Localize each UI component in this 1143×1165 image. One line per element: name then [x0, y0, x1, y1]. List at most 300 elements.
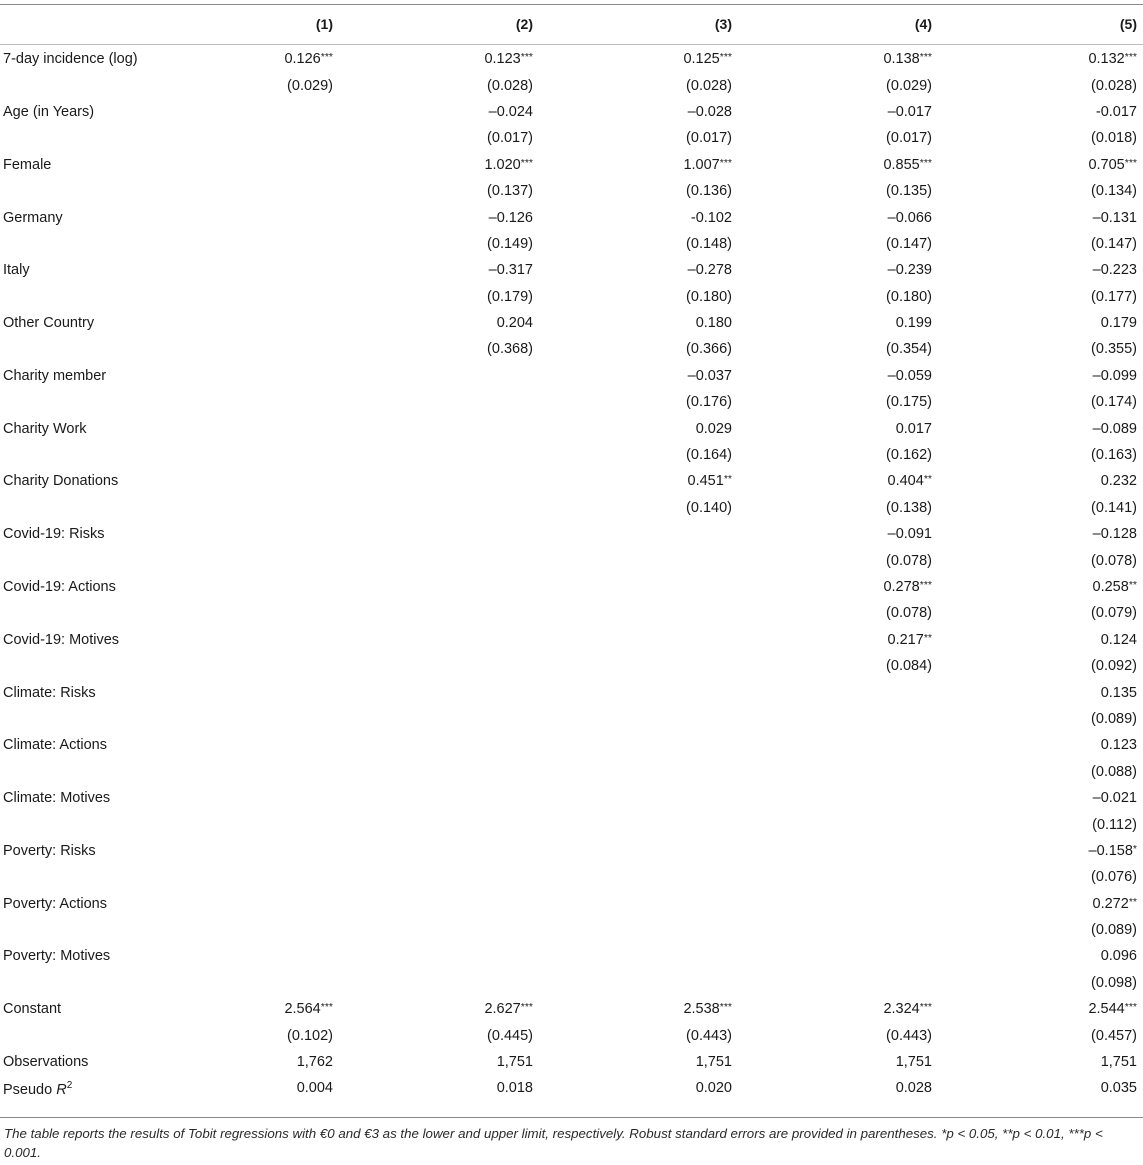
table-cell	[339, 521, 539, 547]
cell-value: (0.017)	[487, 130, 533, 147]
table-cell	[539, 389, 738, 415]
row-label	[0, 970, 200, 996]
row-label	[0, 284, 200, 310]
table-cell	[539, 72, 738, 98]
table-cell	[539, 943, 738, 969]
table-cell	[339, 178, 539, 204]
cell-value: –0.131	[1092, 209, 1137, 226]
table-cell	[539, 811, 738, 837]
cell-value: –0.278	[687, 262, 732, 279]
table-cell	[738, 468, 938, 494]
cell-value: (0.136)	[686, 183, 732, 200]
table-cell	[339, 495, 539, 521]
table-cell	[339, 72, 539, 98]
table-cell	[738, 627, 938, 653]
table-row	[0, 838, 1143, 864]
cell-value: 0.123	[1100, 737, 1137, 754]
table-cell	[539, 627, 738, 653]
significance-stars: ***	[520, 51, 533, 64]
table-cell	[539, 521, 738, 547]
table-cell	[339, 310, 539, 336]
cell-value: 0.029	[695, 420, 732, 437]
table-cell	[339, 442, 539, 468]
table-cell	[200, 970, 339, 996]
table-cell	[339, 284, 539, 310]
table-cell	[539, 600, 738, 626]
table-row	[0, 284, 1143, 310]
table-cell	[738, 442, 938, 468]
table-row	[0, 44, 1143, 72]
table-cell	[200, 44, 339, 72]
significance-stars: ***	[320, 51, 333, 64]
table-cell	[738, 917, 938, 943]
significance-stars: ***	[1124, 156, 1137, 169]
cell-value: (0.164)	[686, 447, 732, 464]
cell-value: 0.232	[1100, 473, 1137, 490]
significance-stars: ***	[719, 156, 732, 169]
table-footnote	[4, 1124, 1140, 1162]
table-cell	[200, 811, 339, 837]
cell-value: 0.126	[284, 51, 321, 68]
table-cell	[539, 653, 738, 679]
table-cell	[938, 125, 1143, 151]
table-cell	[339, 653, 539, 679]
table-cell	[200, 1022, 339, 1048]
table-cell	[938, 521, 1143, 547]
significance-stars: ***	[1124, 1001, 1137, 1014]
table-cell	[938, 943, 1143, 969]
table-cell	[938, 759, 1143, 785]
table-cell	[339, 415, 539, 441]
table-cell	[539, 970, 738, 996]
table-cell	[200, 310, 339, 336]
table-cell	[200, 996, 339, 1022]
cell-value: (0.112)	[1092, 816, 1137, 833]
row-label: Italy	[3, 262, 30, 279]
cell-value: 0.020	[695, 1080, 732, 1097]
cell-value: (0.366)	[686, 341, 732, 358]
table-cell	[339, 1049, 539, 1075]
cell-value: –0.024	[488, 103, 533, 120]
table-cell	[539, 891, 738, 917]
column-header: (3)	[714, 16, 732, 32]
table-row	[0, 336, 1143, 362]
table-cell	[938, 1049, 1143, 1075]
table-cell	[539, 178, 738, 204]
cell-value: (0.445)	[487, 1027, 533, 1044]
cell-value: (0.162)	[886, 447, 932, 464]
table-cell	[938, 257, 1143, 283]
table-row	[0, 943, 1143, 969]
table-cell	[938, 310, 1143, 336]
table-cell	[200, 653, 339, 679]
table-cell	[200, 574, 339, 600]
table-cell	[738, 891, 938, 917]
table-cell	[200, 336, 339, 362]
bottom-rule	[0, 1117, 1143, 1118]
table-row	[0, 1075, 1143, 1101]
table-cell	[938, 785, 1143, 811]
column-header: (1)	[315, 16, 333, 32]
table-cell	[200, 415, 339, 441]
cell-value: 0.855	[883, 156, 920, 173]
cell-value: 0.004	[296, 1080, 333, 1097]
table-cell	[938, 917, 1143, 943]
table-cell	[539, 1075, 738, 1101]
table-cell	[339, 1022, 539, 1048]
cell-value: (0.443)	[886, 1027, 932, 1044]
table-row	[0, 732, 1143, 758]
table-cell	[539, 99, 738, 125]
table-cell	[339, 1075, 539, 1101]
significance-stars: **	[1128, 895, 1137, 908]
table-cell	[339, 152, 539, 178]
cell-value: 0.180	[695, 315, 732, 332]
table-cell	[738, 811, 938, 837]
cell-value: (0.029)	[886, 77, 932, 94]
table-cell	[938, 415, 1143, 441]
cell-value: (0.078)	[886, 552, 932, 569]
cell-value: –0.059	[887, 367, 932, 384]
significance-stars: ***	[520, 1001, 533, 1014]
significance-stars: ***	[919, 1001, 932, 1014]
cell-value: –0.126	[488, 209, 533, 226]
significance-stars: ***	[719, 1001, 732, 1014]
table-cell	[200, 547, 339, 573]
table-row	[0, 415, 1143, 441]
row-label: Constant	[3, 1001, 62, 1018]
table-cell	[539, 363, 738, 389]
table-cell	[339, 125, 539, 151]
table-row	[0, 547, 1143, 573]
table-cell	[539, 838, 738, 864]
regression-table	[0, 4, 1143, 1102]
table-cell	[938, 1075, 1143, 1101]
table-cell	[200, 284, 339, 310]
row-label: Climate: Motives	[3, 790, 111, 807]
cell-value: –0.239	[887, 262, 932, 279]
table-cell	[938, 679, 1143, 705]
cell-value: (0.163)	[1091, 447, 1137, 464]
cell-value: 0.124	[1100, 631, 1137, 648]
cell-value: (0.368)	[487, 341, 533, 358]
table-cell	[738, 996, 938, 1022]
significance-stars: ***	[919, 156, 932, 169]
significance-stars: ***	[1124, 51, 1137, 64]
table-row	[0, 785, 1143, 811]
table-cell	[339, 838, 539, 864]
table-row	[0, 204, 1143, 230]
table-cell	[938, 336, 1143, 362]
significance-stars: **	[923, 631, 932, 644]
significance-stars: **	[1128, 579, 1137, 591]
cell-value: (0.148)	[686, 235, 732, 252]
table-cell	[339, 996, 539, 1022]
row-label-superscript: 2	[66, 1079, 73, 1091]
table-cell	[938, 363, 1143, 389]
cell-value: (0.354)	[886, 341, 932, 358]
table-cell	[200, 600, 339, 626]
table-cell	[339, 574, 539, 600]
table-cell	[738, 759, 938, 785]
row-label: Covid-19: Risks	[3, 526, 105, 543]
table-row	[0, 495, 1143, 521]
row-label-text: Pseudo R	[3, 1081, 67, 1098]
row-label: Charity Donations	[3, 473, 119, 490]
row-label: Age (in Years)	[3, 103, 95, 120]
cell-value: (0.149)	[487, 235, 533, 252]
cell-value: –0.021	[1092, 790, 1137, 807]
table-cell	[200, 759, 339, 785]
row-label: Charity member	[3, 367, 107, 384]
table-cell	[339, 204, 539, 230]
table-cell	[339, 759, 539, 785]
row-label	[0, 178, 200, 204]
table-cell	[738, 389, 938, 415]
cell-value: 0.705	[1088, 156, 1125, 173]
table-row	[0, 574, 1143, 600]
row-label: Covid-19: Actions	[3, 579, 116, 595]
table-cell	[200, 627, 339, 653]
table-cell	[339, 257, 539, 283]
table-cell	[339, 363, 539, 389]
row-label	[0, 864, 200, 890]
table-row	[0, 706, 1143, 732]
table-cell	[200, 231, 339, 257]
table-cell	[339, 970, 539, 996]
table-cell	[200, 706, 339, 732]
table-row	[0, 1049, 1143, 1075]
table-cell	[539, 864, 738, 890]
cell-value: 0.096	[1100, 948, 1137, 965]
table-body	[0, 44, 1143, 1102]
table-cell	[539, 415, 738, 441]
table-cell	[200, 442, 339, 468]
table-cell	[938, 99, 1143, 125]
table-cell	[938, 152, 1143, 178]
cell-value: (0.175)	[886, 394, 932, 411]
table-cell	[938, 838, 1143, 864]
table-cell	[200, 363, 339, 389]
cell-value: 0.132	[1088, 51, 1125, 68]
table-cell	[738, 864, 938, 890]
table-row	[0, 811, 1143, 837]
table-cell	[200, 679, 339, 705]
table-cell	[339, 231, 539, 257]
table-cell	[938, 1022, 1143, 1048]
cell-value: –0.099	[1092, 367, 1137, 384]
cell-value: (0.017)	[686, 130, 732, 147]
cell-value: (0.028)	[686, 77, 732, 94]
table-row	[0, 917, 1143, 943]
table-cell	[200, 864, 339, 890]
cell-value: –0.028	[687, 103, 732, 120]
cell-value: 1.007	[683, 156, 720, 173]
table-cell	[200, 99, 339, 125]
table-cell	[738, 1049, 938, 1075]
table-cell	[738, 838, 938, 864]
table-cell	[738, 547, 938, 573]
table-cell	[339, 864, 539, 890]
cell-value: –0.223	[1092, 262, 1137, 279]
row-label: Other Country	[3, 315, 95, 332]
table-row	[0, 759, 1143, 785]
table-row	[0, 231, 1143, 257]
table-cell	[339, 785, 539, 811]
table-cell	[738, 99, 938, 125]
cell-value: (0.076)	[1091, 869, 1137, 886]
row-label: Germany	[3, 209, 63, 226]
table-cell	[339, 547, 539, 573]
table-cell	[539, 574, 738, 600]
table-cell	[938, 389, 1143, 415]
table-cell	[539, 152, 738, 178]
table-cell	[200, 257, 339, 283]
table-cell	[738, 785, 938, 811]
row-label	[0, 72, 200, 98]
table-cell	[200, 521, 339, 547]
cell-value: (0.177)	[1091, 288, 1137, 305]
cell-value: (0.140)	[686, 499, 732, 516]
cell-value: (0.138)	[886, 499, 932, 516]
table-cell	[200, 838, 339, 864]
table-row	[0, 468, 1143, 494]
cell-value: (0.098)	[1091, 974, 1137, 991]
table-cell	[738, 125, 938, 151]
cell-value: (0.084)	[886, 658, 932, 675]
table-row	[0, 891, 1143, 917]
table-cell	[938, 178, 1143, 204]
table-row	[0, 679, 1143, 705]
row-label: Female	[3, 156, 52, 173]
cell-value: 0.258	[1092, 579, 1129, 595]
row-label: Climate: Actions	[3, 737, 107, 754]
cell-value: 0.017	[895, 420, 932, 437]
table-cell	[738, 1075, 938, 1101]
table-row	[0, 152, 1143, 178]
table-cell	[938, 231, 1143, 257]
cell-value: 1,751	[895, 1054, 932, 1071]
cell-value: –0.037	[687, 367, 732, 384]
table-cell	[339, 943, 539, 969]
significance-stars: ***	[719, 51, 732, 64]
table-row	[0, 363, 1143, 389]
cell-value: (0.179)	[487, 288, 533, 305]
table-row	[0, 653, 1143, 679]
cell-value: (0.137)	[487, 183, 533, 200]
cell-value: 2.324	[883, 1001, 920, 1018]
table-cell	[938, 495, 1143, 521]
table-cell	[938, 996, 1143, 1022]
table-cell	[339, 811, 539, 837]
table-cell	[200, 389, 339, 415]
table-cell	[539, 785, 738, 811]
table-cell	[539, 706, 738, 732]
table-row	[0, 521, 1143, 547]
row-label: Climate: Risks	[3, 684, 96, 701]
cell-value: –0.158	[1088, 842, 1133, 859]
table-row	[0, 442, 1143, 468]
cell-value: (0.135)	[886, 183, 932, 200]
row-label	[0, 706, 200, 732]
table-cell	[738, 679, 938, 705]
table-cell	[200, 732, 339, 758]
row-label	[0, 1022, 200, 1048]
table-row	[0, 178, 1143, 204]
table-cell	[738, 521, 938, 547]
table-cell	[339, 600, 539, 626]
row-label	[0, 547, 200, 573]
table-cell	[339, 917, 539, 943]
table-cell	[938, 600, 1143, 626]
cell-value: (0.180)	[886, 288, 932, 305]
row-label	[0, 389, 200, 415]
table-cell	[938, 44, 1143, 72]
table-cell	[738, 495, 938, 521]
table-cell	[938, 732, 1143, 758]
table-header-row	[0, 4, 1143, 44]
table-cell	[938, 891, 1143, 917]
table-cell	[339, 706, 539, 732]
table-cell	[738, 574, 938, 600]
table-cell	[339, 627, 539, 653]
table-cell	[339, 336, 539, 362]
table-cell	[938, 574, 1143, 600]
cell-value: 2.538	[683, 1001, 720, 1018]
cell-value: (0.092)	[1091, 658, 1137, 675]
table-row	[0, 310, 1143, 336]
table-cell	[738, 363, 938, 389]
column-header: (5)	[1119, 16, 1137, 32]
cell-value: 2.627	[484, 1001, 521, 1018]
cell-value: (0.078)	[1091, 552, 1137, 569]
table-cell	[539, 547, 738, 573]
cell-value: 0.451	[687, 473, 724, 490]
cell-value: 0.138	[883, 51, 920, 68]
table-row	[0, 125, 1143, 151]
cell-value: (0.174)	[1091, 394, 1137, 411]
table-cell	[200, 204, 339, 230]
row-label: Observations	[3, 1054, 89, 1071]
cell-value: -0.102	[690, 209, 732, 226]
table-cell	[738, 257, 938, 283]
cell-value: (0.088)	[1091, 763, 1137, 780]
table-cell	[539, 310, 738, 336]
significance-stars: ***	[919, 579, 932, 591]
table-cell	[938, 442, 1143, 468]
row-label	[0, 917, 200, 943]
cell-value: 0.278	[883, 579, 920, 595]
table-row	[0, 600, 1143, 626]
row-label	[0, 442, 200, 468]
table-cell	[738, 310, 938, 336]
table-cell	[539, 495, 738, 521]
table-row	[0, 1022, 1143, 1048]
cell-value: 0.123	[484, 51, 521, 68]
cell-value: (0.079)	[1091, 605, 1137, 622]
cell-value: (0.102)	[287, 1027, 333, 1044]
table-cell	[938, 204, 1143, 230]
table-cell	[738, 970, 938, 996]
table-cell	[200, 1075, 339, 1101]
table-cell	[738, 152, 938, 178]
cell-value: –0.128	[1092, 526, 1137, 543]
table-row	[0, 257, 1143, 283]
cell-value: (0.176)	[686, 394, 732, 411]
table-cell	[339, 44, 539, 72]
table-row	[0, 389, 1143, 415]
cell-value: (0.180)	[686, 288, 732, 305]
